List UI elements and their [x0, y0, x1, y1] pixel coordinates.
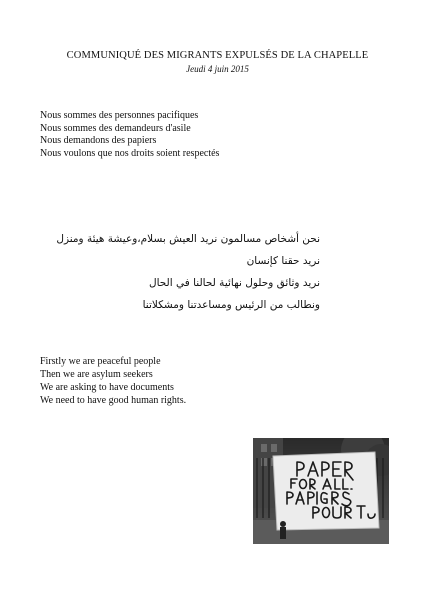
document-title: COMMUNIQUÉ DES MIGRANTS EXPULSÉS DE LA CHAPELLE — [66, 50, 369, 61]
english-line: We are asking to have documents — [40, 382, 174, 393]
english-statement — [40, 355, 186, 407]
english-line: We need to have good human rights. — [40, 395, 187, 406]
french-line: Nous demandons des papiers — [40, 135, 157, 146]
arabic-line: ونطالب من الرئيس ومساعدتنا ومشكلاتنا — [142, 299, 320, 311]
arabic-line: نريد حقنا كإنسان — [246, 255, 320, 267]
french-line: Nous voulons que nos droits soient respectés — [40, 147, 220, 159]
english-line: Firstly we are peaceful people — [40, 356, 161, 367]
french-line: Nous sommes des personnes pacifiques — [40, 110, 199, 121]
arabic-line: نحن أشخاص مسالمون نريد العيش بسلام،وعيشة هيئة ومنزل — [56, 233, 320, 245]
arabic-line: نريد وثائق وحلول نهائية لحالنا في الحال — [148, 277, 320, 289]
french-statement — [40, 110, 219, 160]
protest-banner-photo — [253, 438, 389, 544]
english-line: Then we are asylum seekers — [40, 369, 153, 380]
french-line: Nous sommes des demandeurs d'asile — [40, 122, 191, 134]
arabic-statement — [0, 228, 320, 316]
document-date: Jeudi 4 juin 2015 — [186, 64, 249, 74]
